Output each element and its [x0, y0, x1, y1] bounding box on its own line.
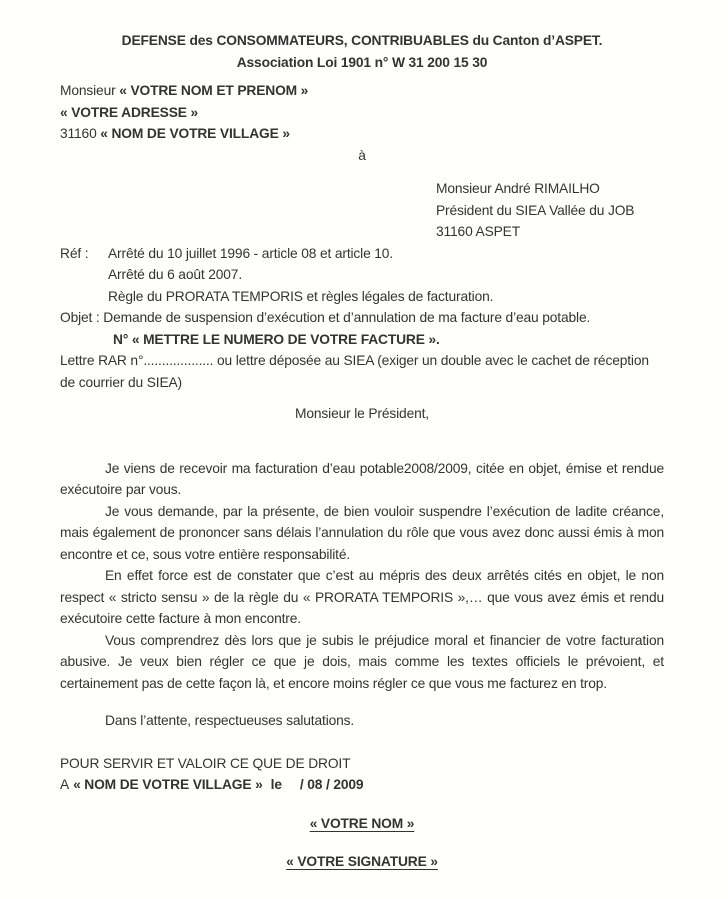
closing-line: Dans l’attente, respectueuses salutations.: [105, 713, 355, 728]
body-paragraph-4: Vous comprendrez dès lors que je subis le préjudice moral et financier de votre facturation abusive. Je veux bien régler ce que je dois, mais comme les textes officiels le prévoient, et certainement pas de cette façon là, et encore moins régler ce que vous me facturez en trop.: [60, 632, 664, 691]
body-paragraph-3: En effet force est de constater que c’est au mépris des deux arrêtés cités en objet, le non respect « stricto sensu » de la règle du « PRORATA TEMPORIS »,… que vous avez émis et rendu exécutoire cette facture à mon encontre.: [60, 568, 664, 626]
recipient-address-block: [60, 178, 664, 243]
body-paragraph-1: Je viens de recevoir ma facturation d’eau potable2008/2009, citée en objet, émise et rendue exécutoire par vous.: [60, 460, 664, 497]
reference-line-1: [60, 243, 664, 265]
sender-postal-code: 31160: [60, 126, 101, 141]
greeting-line: Monsieur le Président,: [295, 406, 429, 421]
sender-city-line: [60, 123, 664, 145]
place-date-line: [60, 774, 664, 796]
subject-line: [60, 307, 664, 329]
sender-salutation: Monsieur: [60, 83, 120, 98]
subject-block: [60, 307, 664, 350]
sender-village-placeholder: « NOM DE VOTRE VILLAGE »: [100, 126, 290, 141]
reference-item-1: Arrêté du 10 juillet 1996 - article 08 et article 10.: [108, 245, 394, 261]
reference-item-3: Règle du PRORATA TEMPORIS et règles légales de facturation.: [108, 288, 494, 304]
registered-letter-line: Lettre RAR n°................... ou lettre déposée au SIEA (exiger un double avec le cachet de réception de courrier du SIEA): [60, 353, 649, 390]
body-paragraph-2: Je vous demande, par la présente, de bien vouloir suspendre l’exécution de ladite créance, mais également de prononcer sans délais l’annulation du rôle que vous avez donc aussi émis à mon encontre et ce, sous votre entière responsabilité.: [60, 503, 664, 562]
subject-text: Demande de suspension d’exécution et d’annulation de ma facture d’eau potable.: [103, 310, 591, 325]
place-prefix: A: [60, 777, 70, 792]
reference-block: [60, 243, 664, 308]
sender-name-placeholder: « VOTRE NOM ET PRENOM »: [119, 83, 309, 98]
date-value: / 08 / 2009: [299, 777, 364, 792]
recipient-city: 31160 ASPET: [436, 224, 521, 239]
place-village-placeholder: « NOM DE VOTRE VILLAGE »: [73, 777, 263, 792]
signature-name-line: [60, 813, 664, 835]
recipient-title: Président du SIEA Vallée du JOB: [436, 202, 635, 218]
signature-placeholder: « VOTRE SIGNATURE »: [286, 854, 438, 869]
recipient-name: Monsieur André RIMAILHO: [436, 181, 600, 196]
legal-line: POUR SERVIR ET VALOIR CE QUE DE DROIT: [60, 755, 351, 771]
sender-address-block: [60, 80, 664, 145]
reference-label: Réf :: [60, 245, 89, 261]
association-registration: Association Loi 1901 n° W 31 200 15 30: [236, 54, 488, 70]
letter-body: [60, 458, 664, 695]
invoice-number-line: N° « METTRE LE NUMERO DE VOTRE FACTURE ».: [113, 331, 440, 347]
reference-item-2: Arrêté du 6 août 2007.: [108, 267, 243, 282]
to-word: à: [358, 147, 366, 163]
sender-address-placeholder: « VOTRE ADRESSE »: [60, 104, 199, 120]
signature-name-placeholder: « VOTRE NOM »: [309, 815, 415, 831]
association-title: DEFENSE des CONSOMMATEURS, CONTRIBUABLES du Canton d’ASPET.: [121, 33, 603, 48]
signature-sign-line: [60, 851, 664, 873]
date-le-word: le: [270, 777, 282, 792]
letterhead: [60, 30, 664, 73]
sender-name-line: [60, 80, 664, 102]
subject-label: Objet :: [60, 310, 100, 325]
